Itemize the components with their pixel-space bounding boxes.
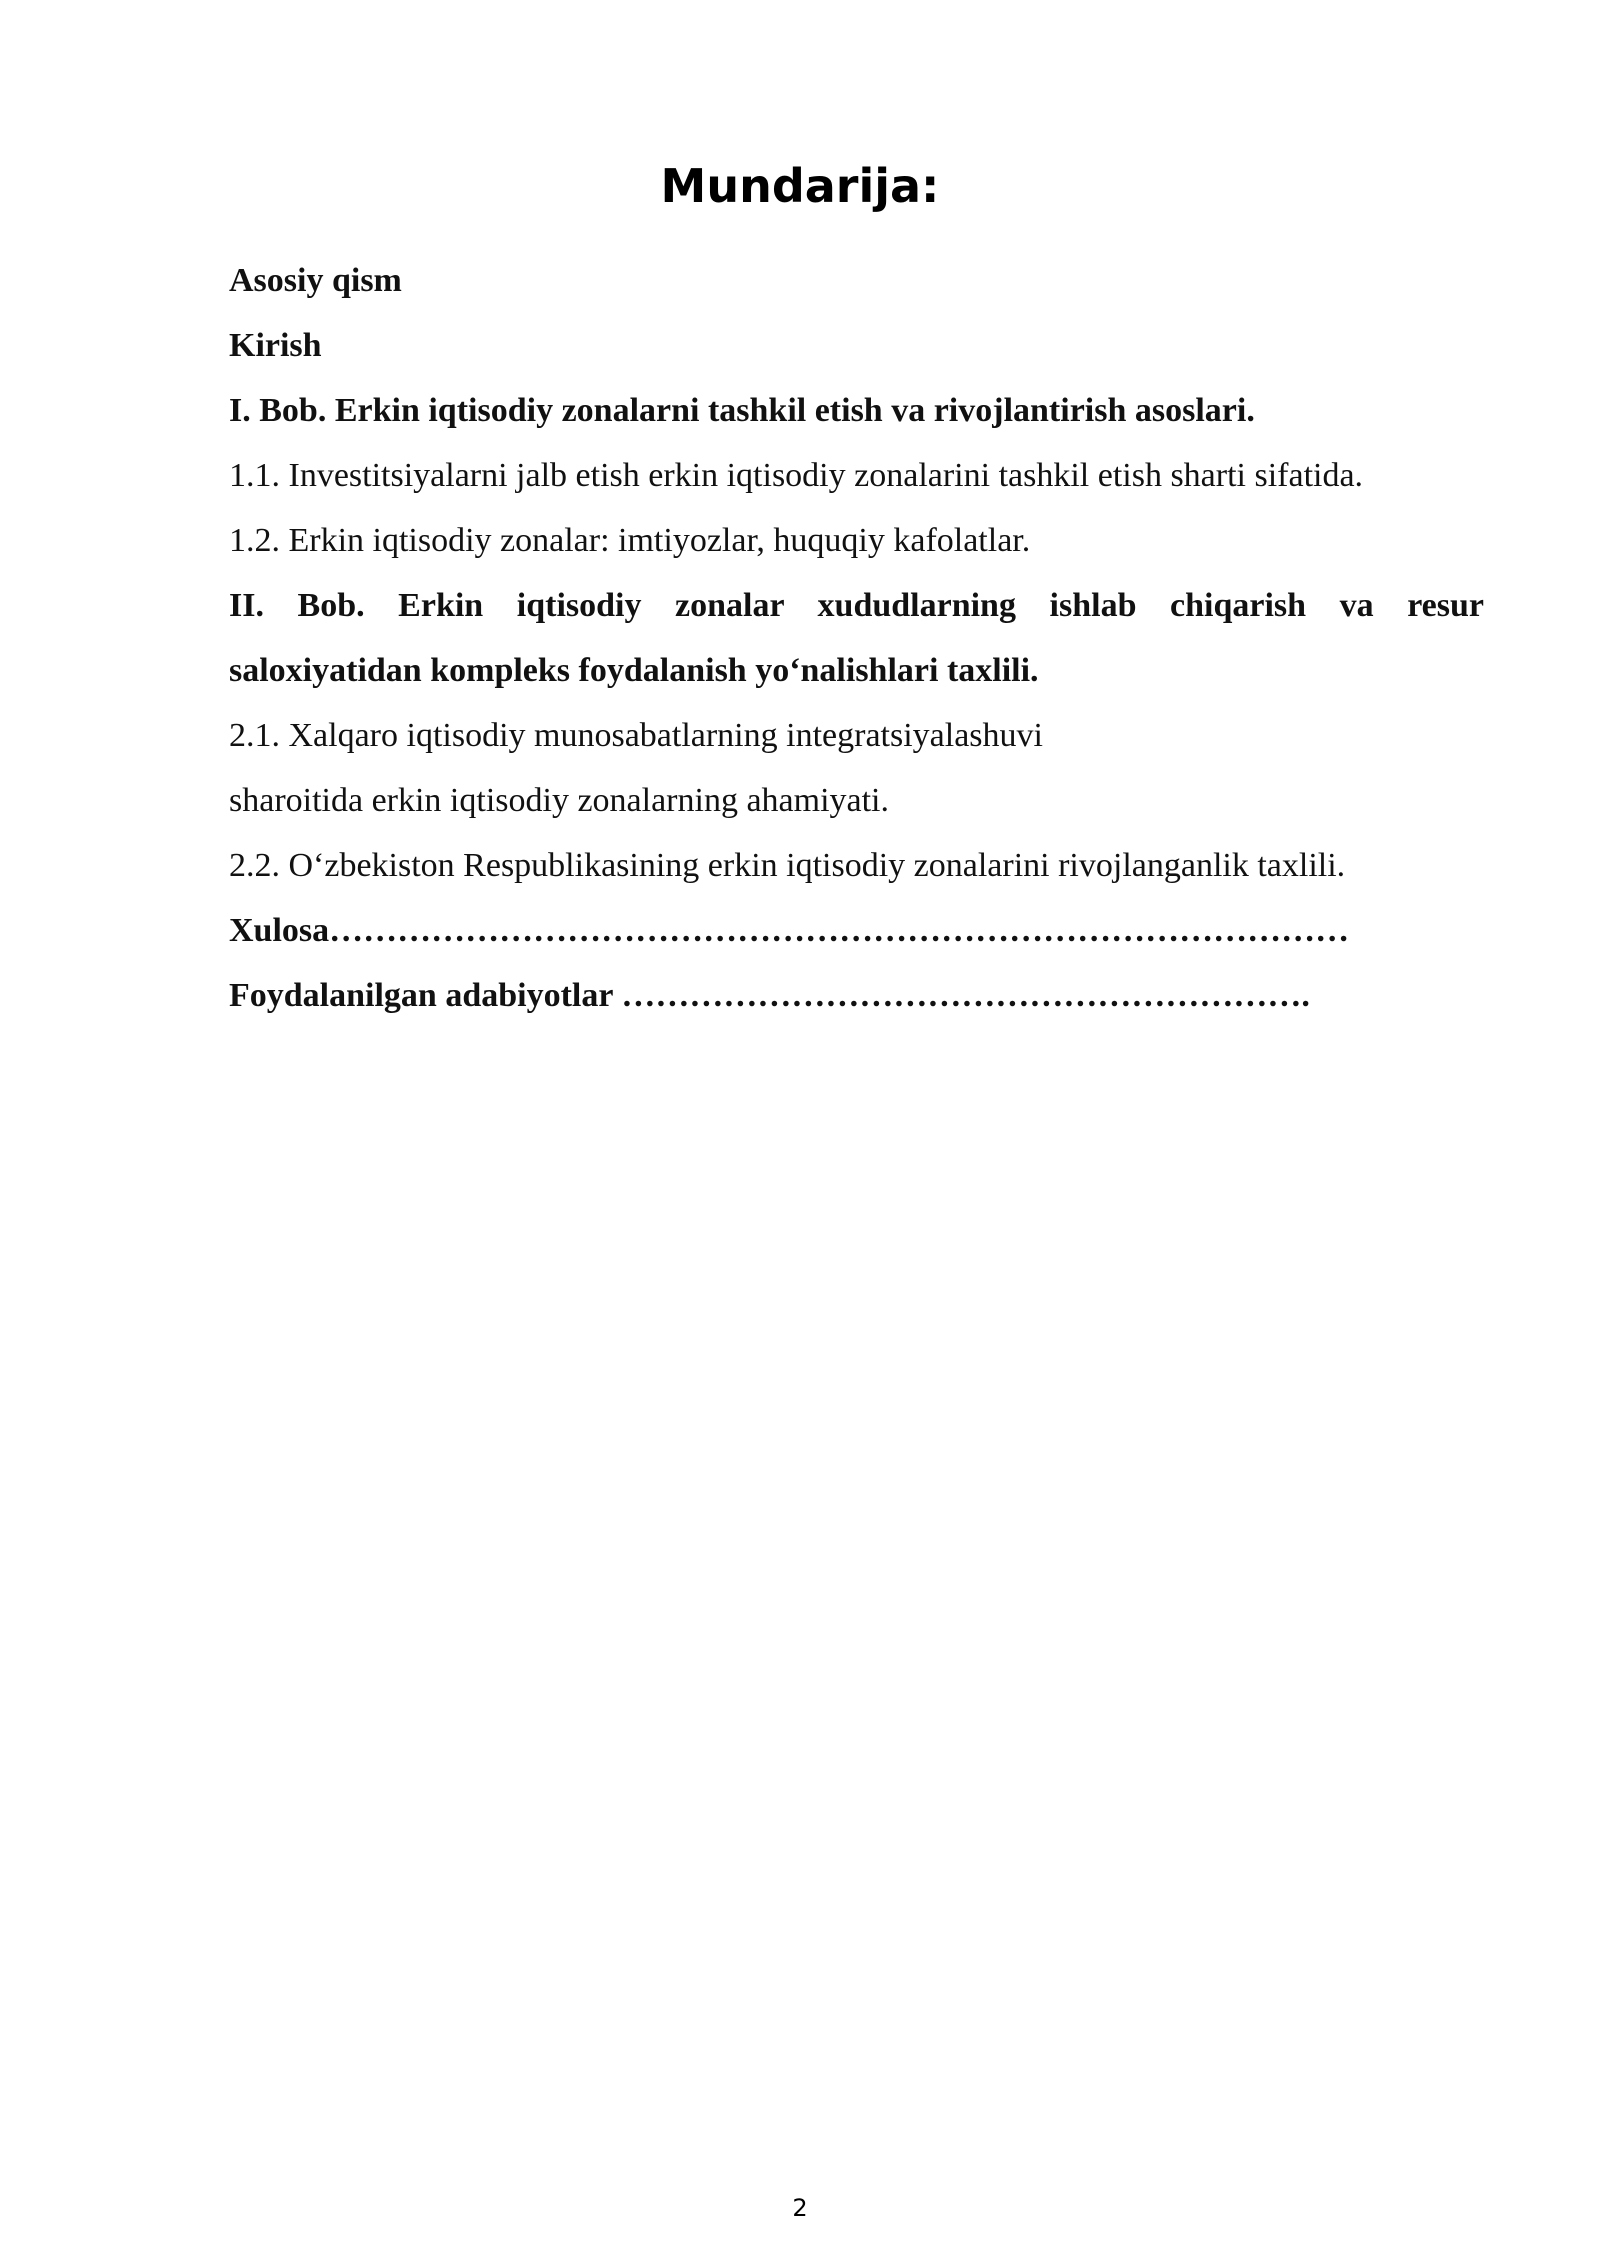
page-title: Mundarija: [660, 159, 940, 213]
toc-chapter-2-line-2: saloxiyatidan kompleks foydalanish yo‘nalishlari taxlili. [229, 652, 1039, 689]
toc-main-part: Asosiy qism [229, 262, 402, 299]
toc-section-2-1-line-2: sharoitida erkin iqtisodiy zonalarning ahamiyati. [229, 782, 889, 819]
toc-section-1-1: 1.1. Investitsiyalarni jalb etish erkin iqtisodiy zonalarini tashkil etish sharti sifatida. [229, 457, 1364, 494]
toc-intro: Kirish [229, 327, 322, 364]
toc-conclusion: Xulosa……………………………………………………………………………… [229, 912, 1350, 949]
page-number: 2 [792, 2194, 808, 2222]
table-of-contents [229, 248, 1484, 1028]
toc-chapter-2-line-1: II. Bob. Erkin iqtisodiy zonalar xududlarning ishlab chiqarish va resur [229, 587, 1484, 624]
toc-section-2-1-line-1: 2.1. Xalqaro iqtisodiy munosabatlarning integratsiyalashuvi [229, 717, 1043, 754]
toc-section-1-2: 1.2. Erkin iqtisodiy zonalar: imtiyozlar, huquqiy kafolatlar. [229, 522, 1031, 559]
toc-section-2-2: 2.2. O‘zbekiston Respublikasining erkin iqtisodiy zonalarini rivojlanganlik taxlili. [229, 847, 1346, 884]
toc-chapter-1: I. Bob. Erkin iqtisodiy zonalarni tashkil etish va rivojlantirish asoslari. [229, 392, 1255, 429]
toc-references: Foydalanilgan adabiyotlar ……………………………………………………. [229, 977, 1310, 1014]
